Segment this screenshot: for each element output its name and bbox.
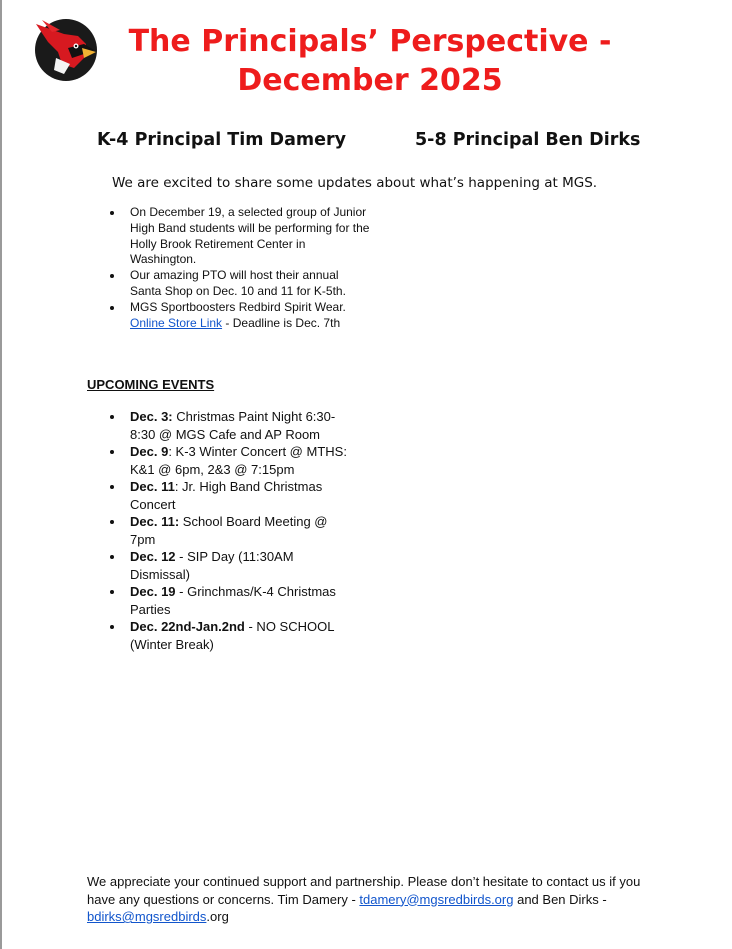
- k4-principal-heading: K-4 Principal Tim Damery: [97, 130, 347, 150]
- list-item: [130, 443, 355, 478]
- list-item: [130, 408, 355, 443]
- closing-text: and Ben Dirks -: [513, 891, 607, 907]
- list-item: [130, 583, 355, 618]
- list-item: [130, 548, 355, 583]
- list-item: [130, 205, 370, 268]
- event-date: Dec. 11: [130, 479, 175, 494]
- events-list: [130, 408, 355, 653]
- event-description: Christmas Paint Night 6:30-8:30 @ MGS Cafe and AP Room: [130, 409, 336, 442]
- event-description: : Jr. High Band Christmas Concert: [130, 479, 323, 512]
- event-description: : K-3 Winter Concert @ MTHS: K&1 @ 6pm, 2&3 @ 7:15pm: [130, 444, 347, 477]
- title-line-1: The Principals’ Perspective -: [128, 24, 612, 59]
- title-line-2: December 2025: [237, 63, 503, 98]
- upcoming-events-heading: UPCOMING EVENTS: [87, 377, 215, 392]
- event-date: Dec. 12: [130, 549, 176, 564]
- 58-principal-heading: 5-8 Principal Ben Dirks: [415, 130, 641, 150]
- event-date: Dec. 9: [130, 444, 169, 459]
- list-item: [130, 478, 355, 513]
- list-item: [130, 513, 355, 548]
- page-edge-line: [0, 0, 2, 949]
- list-item: [130, 300, 370, 332]
- event-date: Dec. 3:: [130, 409, 173, 424]
- event-description: - SIP Day (11:30AM Dismissal): [130, 549, 294, 582]
- page-title: [105, 22, 635, 100]
- update-text: MGS Sportboosters Redbird Spirit Wear.: [130, 299, 346, 314]
- update-deadline-text: - Deadline is Dec. 7th: [222, 315, 341, 330]
- event-date: Dec. 11:: [130, 514, 180, 529]
- closing-text: We appreciate your continued support and partnership. Please don’t hesitate to contact us if you have any questions or concerns. Tim Damery -: [87, 874, 641, 907]
- closing-paragraph: [87, 873, 657, 926]
- update-text: On December 19, a selected group of Junior High Band students will be performing for the Holly Brook Retirement Center in Washington.: [130, 205, 370, 267]
- update-text: Our amazing PTO will host their annual Santa Shop on Dec. 10 and 11 for K-5th.: [130, 268, 346, 298]
- online-store-link[interactable]: Online Store Link: [130, 315, 223, 330]
- event-description: - NO SCHOOL (Winter Break): [130, 619, 334, 652]
- list-item: [130, 618, 355, 653]
- intro-text: We are excited to share some updates about what’s happening at MGS.: [112, 175, 598, 191]
- closing-email-suffix: .org: [206, 909, 229, 924]
- event-description: - Grinchmas/K-4 Christmas Parties: [130, 584, 336, 617]
- event-date: Dec. 22nd-Jan.2nd: [130, 619, 245, 634]
- tdamery-email-link[interactable]: tdamery@mgsredbirds.org: [359, 891, 514, 907]
- updates-list: [130, 205, 370, 331]
- event-date: Dec. 19: [130, 584, 176, 599]
- event-description: School Board Meeting @ 7pm: [130, 514, 328, 547]
- cardinal-logo-icon: [34, 18, 98, 82]
- list-item: [130, 268, 370, 300]
- bdirks-email-link[interactable]: bdirks@mgsredbirds: [87, 909, 207, 924]
